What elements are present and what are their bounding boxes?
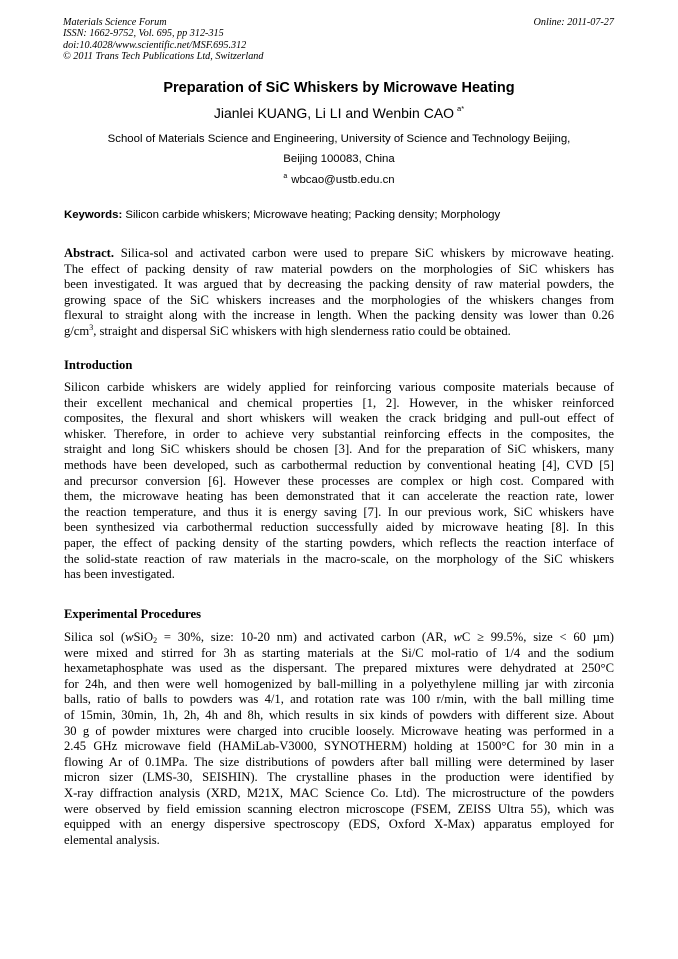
journal-header: [63, 17, 263, 62]
abstract: [64, 246, 614, 340]
intro-line: has been investigated.: [64, 567, 175, 582]
intro-line: been synthesized via carbothermal reduction successfully aided by microwave heating [8]. In this: [64, 520, 614, 535]
exp-line: for 24h, and then were well homogenized by ball-milling in a polyethylene milling jar with zirconia: [64, 676, 614, 691]
intro-line: the solid-state reaction of raw materials in the macro-scale, on the morphology of the SiC whiskers: [64, 551, 614, 566]
keywords-text: Silicon carbide whiskers; Microwave heating; Packing density; Morphology: [125, 209, 501, 221]
email-address[interactable]: wbcao@ustb.edu.cn: [291, 174, 395, 186]
abstract-line: The effect of packing density of raw material powders on the morphologies of SiC whiskers has: [64, 261, 614, 276]
introduction-heading: Introduction: [64, 358, 133, 372]
intro-line: and precursor conversion [6]. However these processes are complex or high cost. Compared with: [64, 473, 614, 488]
keywords: [64, 209, 624, 221]
keywords-label: Keywords:: [64, 209, 123, 221]
intro-line: whisker. Therefore, in order to achieve very substantial reinforcing effects in the composites, the: [64, 426, 614, 441]
exp-line: were mixed and stirred for 3h as starting materials at the Si/C mol-ratio of 1/4 and the sodium: [64, 645, 614, 660]
intro-line: straight and long SiC whiskers should be chosen [3]. And for the preparation of SiC whiskers, many: [64, 442, 614, 457]
exp-line: X-ray diffraction analysis (XRD, M21X, MAC Science Co. Ltd). The microstructure of the powders: [64, 785, 614, 800]
abstract-line: $g/cm^3$, straight and dispersal SiC whiskers with high slenderness ratio could be obtained.: [64, 322, 511, 338]
experimental-heading: Experimental Procedures: [64, 607, 201, 621]
author-superscript: a*: [457, 104, 465, 113]
intro-line: paper, the effect of packing density of the starting powders, which reflects the reaction interface of: [64, 535, 614, 550]
affiliation-line-2: Beijing 100083, China: [283, 153, 395, 165]
abstract-line: flexural to straight along with the increase in length. When the packing density was lower than 0.26: [64, 308, 614, 323]
exp-line: balls, ratio of balls to powders was 4/1, and rotation rate was 100 r/min, with the ball milling time: [64, 692, 614, 707]
exp-line: elemental analysis.: [64, 832, 160, 847]
exp-line: micron sizer (LMS-30, SEISHIN). The crystalline phases in the production were identified by: [64, 770, 614, 785]
author-names: Jianlei KUANG, Li LI and Wenbin CAO: [213, 105, 455, 121]
exp-line: 2.45 GHz microwave field (HAMiLab-V3000, SYNOTHERM) holding at 1500°C for 30 min in a: [64, 739, 614, 754]
abstract-line: Abstract. Silica-sol and activated carbon were used to prepare SiC whiskers by microwave heating.: [64, 246, 615, 260]
journal-issn: ISSN: 1662-9752, Vol. 695, pp 312-315: [63, 28, 224, 40]
exp-line: 30 g of powder mixtures were charged into crucible loosely. Microwave heating was performed in a: [64, 723, 614, 738]
intro-line: the reaction temperature, and thus it is energy saving [7]. In our previous work, SiC whiskers have: [64, 504, 614, 519]
intro-line: their excellent mechanical and chemical properties [1, 2]. However, in the whisker reinforced: [64, 395, 614, 410]
exp-line: Silica sol (wSiO$_2$ = 30%, size: 10-20 nm) and activated carbon (AR, wC ≥ 99.5%, size < 60 µm): [64, 630, 614, 645]
intro-line: Silicon carbide whiskers are widely applied for reinforcing various composite materials because of: [64, 380, 614, 394]
exp-line: of 15min, 30min, 1h, 2h, 4h and 8h, which results in six kinds of powders with different size. About: [64, 707, 614, 722]
journal-copyright: © 2011 Trans Tech Publications Ltd, Switzerland: [63, 50, 264, 62]
corresponding-email: [0, 173, 678, 186]
exp-line: hexametaphosphate was used as the dispersant. The prepared mixtures were dehydrated at 250°C: [64, 661, 614, 676]
exp-line: equipped with an energy dispersive spectroscopy (EDS, Oxford X-Max) apparatus employed for: [64, 817, 614, 832]
intro-line: methods have been developed, such as carbothermal reduction by conventional heating [4], CVD [5]: [64, 457, 614, 472]
paper-title: Preparation of SiC Whiskers by Microwave Heating: [163, 80, 515, 96]
affiliation-line-1: School of Materials Science and Engineering, University of Science and Technology Beijing,: [107, 133, 571, 145]
online-date: Online: 2011-07-27: [533, 17, 614, 28]
abstract-line: been investigated. It was argued that by decreasing the packing density of raw material powders, the: [64, 277, 614, 292]
journal-name: Materials Science Forum: [63, 17, 167, 28]
abstract-line: growing space of the SiC whiskers increases and the morphologies of the whiskers changes from: [64, 292, 614, 307]
intro-line: composites, the flexural and short whiskers will weaken the crack bridging and pull-out effect of: [64, 411, 614, 426]
introduction-body: [64, 380, 614, 583]
email-superscript: a: [283, 173, 288, 180]
journal-doi: doi:10.4028/www.scientific.net/MSF.695.312: [63, 39, 247, 51]
authors: [0, 104, 678, 121]
experimental-body: [64, 630, 614, 848]
abstract-label: Abstract.: [64, 246, 115, 260]
exp-line: were observed by field emission scanning electron microscope (FSEM, ZEISS Ultra 55), which was: [64, 801, 614, 816]
intro-line: them, the microwave heating has been demonstrated that it can accelerate the reaction rate, lower: [64, 489, 614, 504]
exp-line: flowing Ar of 0.1MPa. The size distributions of powders after ball milling were determined by laser: [64, 754, 614, 769]
